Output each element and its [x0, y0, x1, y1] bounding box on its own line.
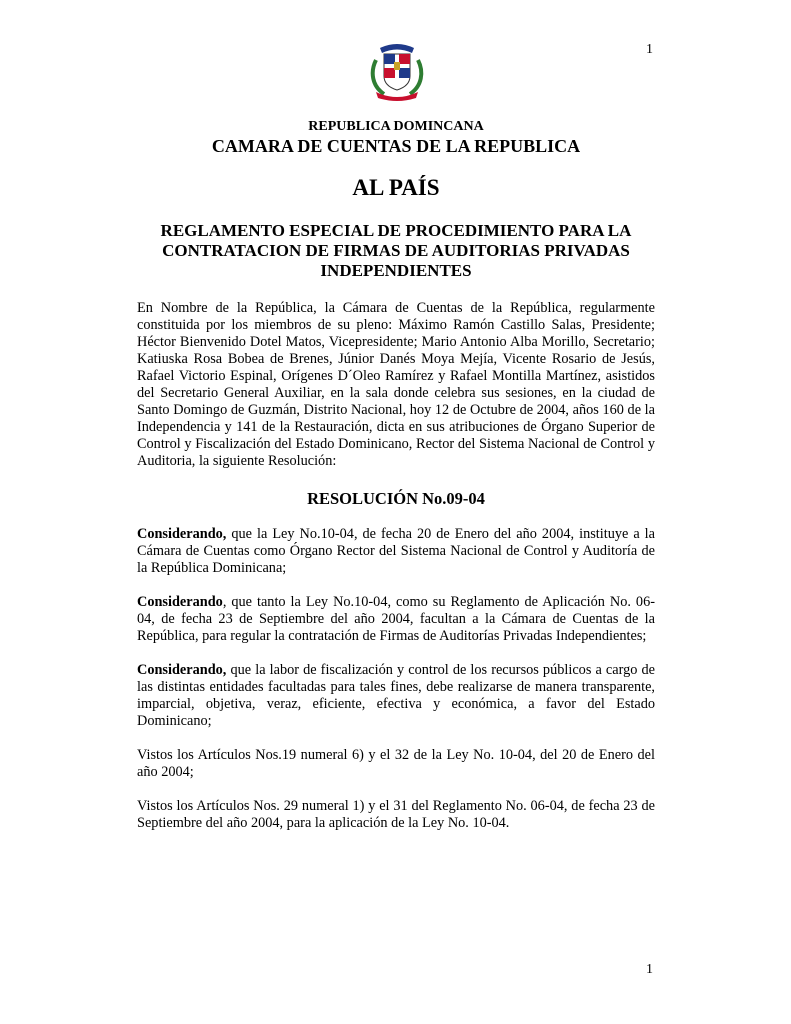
considerando-paragraph	[137, 594, 655, 645]
intro-paragraph: En Nombre de la República, la Cámara de Cuentas de la República, regularmente constituida por los miembros de su pleno: Máximo Ramón Castillo Salas, Presidente; Héctor Bienvenido Dotel Matos, Vicepresidente; Mario Antonio Alba Morillo, Secretario; Katiuska Rosa Bobea de Brenes, Júnior Danés Moya Mejía, Vicente Rosario de Jesús, Rafael Victorio Espinal, Orígenes D´Oleo Ramírez y Rafael Montilla Martínez, asistidos del Secretario General Auxiliar, en la sala donde celebra sus sesiones, en la ciudad de Santo Domingo de Guzmán, Distrito Nacional, hoy 12 de Octubre de 2004, años 160 de la Independencia y 141 de la Restauración, dicta en sus atribuciones de Órgano Superior de Control y Fiscalización del Estado Dominicano, Rector del Sistema Nacional de Control y Auditoria, la siguiente Resolución:	[137, 300, 655, 469]
regulation-title: REGLAMENTO ESPECIAL DE PROCEDIMIENTO PARA LA CONTRATACION DE FIRMAS DE AUDITORIAS PRIVADAS INDEPENDIENTES	[160, 221, 632, 280]
considerando-text: que la Ley No.10-04, de fecha 20 de Enero del año 2004, instituye a la Cámara de Cuentas como Órgano Rector del Sistema Nacional de Control y Auditoría de la República Dominicana;	[137, 526, 655, 576]
vistos-paragraph: Vistos los Artículos Nos. 29 numeral 1) y el 31 del Reglamento No. 06-04, de fecha 23 de Septiembre del año 2004, para la aplicación de la Ley No. 10-04.	[137, 798, 655, 831]
page-number-bottom: 1	[646, 962, 653, 977]
document-body	[137, 118, 655, 832]
country-heading: REPUBLICA DOMINCANA	[308, 119, 484, 134]
considerando-paragraph	[137, 526, 655, 577]
page-number-top: 1	[646, 42, 653, 57]
coat-of-arms-icon	[368, 40, 426, 102]
institution-heading: CAMARA DE CUENTAS DE LA REPUBLICA	[211, 136, 581, 156]
considerando-lead: Considerando	[137, 594, 223, 610]
resolution-title: RESOLUCIÓN No.09-04	[307, 489, 485, 508]
considerando-lead: Considerando,	[137, 526, 227, 542]
considerando-lead: Considerando,	[137, 662, 227, 678]
al-pais-heading: AL PAÍS	[352, 175, 440, 200]
considerando-text: que la labor de fiscalización y control de los recursos públicos a cargo de las distintas entidades facultadas para tales fines, debe realizarse de manera transparente, imparcial, objetiva, veraz, eficiente, efectiva y económica, a favor del Estado Dominicano;	[137, 662, 655, 729]
vistos-paragraph: Vistos los Artículos Nos.19 numeral 6) y el 32 de la Ley No. 10-04, del 20 de Enero del año 2004;	[137, 747, 655, 780]
considerando-text: , que tanto la Ley No.10-04, como su Reglamento de Aplicación No. 06-04, de fecha 23 de Septiembre del año 2004, facultan a la Cámara de Cuentas de la República, para regular la contratación de Firmas de Auditorías Privadas Independientes;	[137, 594, 655, 644]
considerando-paragraph	[137, 662, 655, 730]
